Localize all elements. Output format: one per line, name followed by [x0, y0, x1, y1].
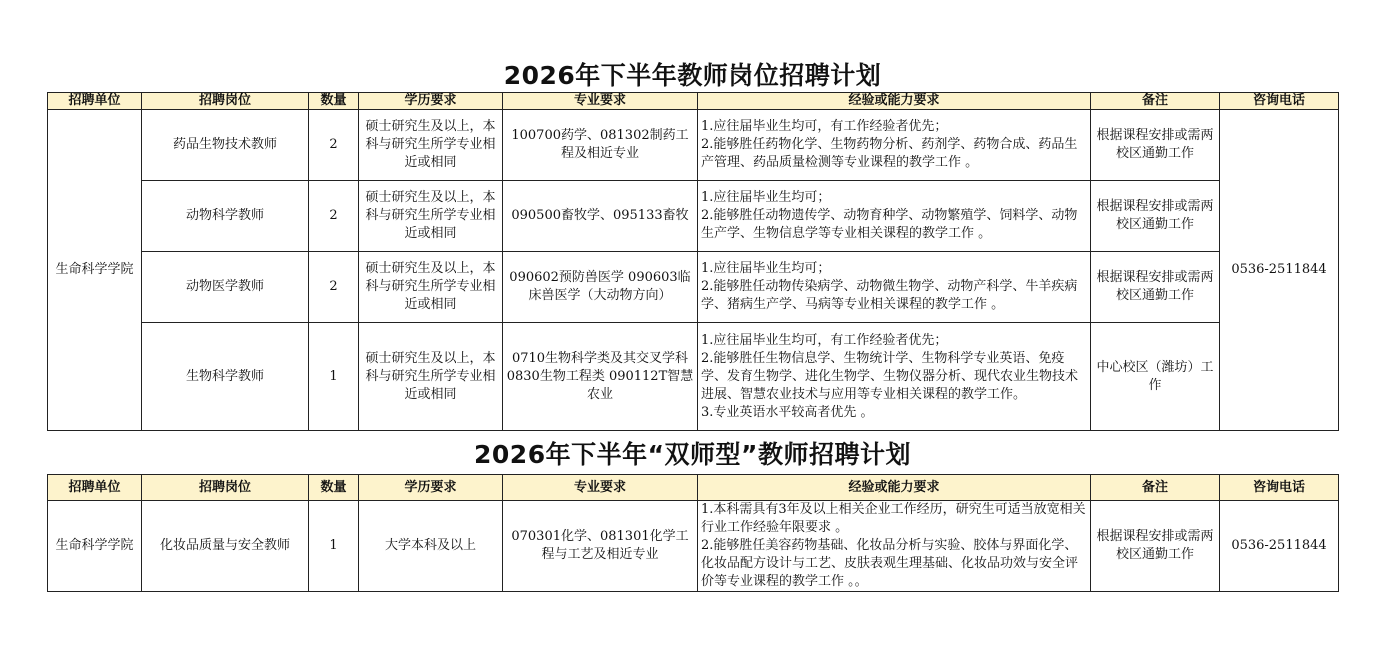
- education-cell: 硕士研究生及以上，本科与研究生所学专业相近或相同: [359, 110, 503, 181]
- position-cell: 生物科学教师: [142, 323, 309, 431]
- position-cell: 动物科学教师: [142, 181, 309, 252]
- header-position: 招聘岗位: [142, 93, 309, 110]
- table-row: [48, 181, 1339, 252]
- note-cell: 中心校区（潍坊）工作: [1091, 323, 1220, 431]
- header-major: 专业要求: [503, 93, 698, 110]
- note-cell: 根据课程安排或需两校区通勤工作: [1091, 501, 1220, 592]
- experience-line: 1.应往届毕业生均可；: [701, 261, 831, 276]
- major-cell: 090602预防兽医学 090603临床兽医学（大动物方向）: [503, 252, 698, 323]
- experience-line: 1.应往届毕业生均可；: [701, 190, 831, 205]
- experience-cell: [698, 501, 1091, 592]
- table-row: [48, 252, 1339, 323]
- header-phone: 咨询电话: [1220, 475, 1339, 501]
- header-note: 备注: [1091, 475, 1220, 501]
- note-cell: 根据课程安排或需两校区通勤工作: [1091, 181, 1220, 252]
- major-cell: 090500畜牧学、095133畜牧: [503, 181, 698, 252]
- count-cell: 2: [309, 252, 359, 323]
- experience-line: 2.能够胜任生物信息学、生物统计学、生物科学专业英语、免疫学、发育生物学、进化生物学、生物仪器分析、现代农业生物技术进展、智慧农业技术与应用等专业相关课程的教学工作。: [701, 350, 1079, 402]
- teacher-recruitment-table: [47, 92, 1339, 431]
- education-cell: 大学本科及以上: [359, 501, 503, 592]
- table-header-row: [48, 93, 1339, 110]
- dual-teacher-recruitment-table: [47, 474, 1339, 592]
- count-cell: 1: [309, 323, 359, 431]
- experience-cell: [698, 110, 1091, 181]
- count-cell: 1: [309, 501, 359, 592]
- table-row: [48, 501, 1339, 592]
- count-cell: 2: [309, 110, 359, 181]
- unit-cell: 生命科学学院: [48, 501, 142, 592]
- table-header-row: [48, 475, 1339, 501]
- header-note: 备注: [1091, 93, 1220, 110]
- header-phone: 咨询电话: [1220, 93, 1339, 110]
- major-cell: 0710生物科学类及其交叉学科 0830生物工程类 090112T智慧农业: [503, 323, 698, 431]
- experience-line: 1.本科需具有3年及以上相关企业工作经历，研究生可适当放宽相关行业工作经验年限要求 。: [701, 502, 1086, 535]
- header-unit: 招聘单位: [48, 475, 142, 501]
- phone-cell: 0536-2511844: [1220, 110, 1339, 431]
- header-count: 数量: [309, 93, 359, 110]
- experience-line: 2.能够胜任动物传染病学、动物微生物学、动物产科学、牛羊疾病学、猪病生产学、马病等专业相关课程的教学工作 。: [701, 279, 1078, 312]
- header-major: 专业要求: [503, 475, 698, 501]
- education-cell: 硕士研究生及以上，本科与研究生所学专业相近或相同: [359, 252, 503, 323]
- experience-line: 1.应往届毕业生均可，有工作经验者优先；: [701, 119, 948, 134]
- header-education: 学历要求: [359, 93, 503, 110]
- count-cell: 2: [309, 181, 359, 252]
- header-unit: 招聘单位: [48, 93, 142, 110]
- table-row: [48, 323, 1339, 431]
- education-cell: 硕士研究生及以上，本科与研究生所学专业相近或相同: [359, 181, 503, 252]
- experience-line: 2.能够胜任动物遗传学、动物育种学、动物繁殖学、饲料学、动物生产学、生物信息学等专业相关课程的教学工作 。: [701, 208, 1078, 241]
- major-cell: 100700药学、081302制药工程及相近专业: [503, 110, 698, 181]
- phone-cell: 0536-2511844: [1220, 501, 1339, 592]
- header-count: 数量: [309, 475, 359, 501]
- position-cell: 化妆品质量与安全教师: [142, 501, 309, 592]
- experience-line: 3.专业英语水平较高者优先 。: [701, 404, 874, 420]
- education-cell: 硕士研究生及以上，本科与研究生所学专业相近或相同: [359, 323, 503, 431]
- experience-line: 1.应往届毕业生均可，有工作经验者优先；: [701, 332, 948, 348]
- header-experience: 经验或能力要求: [698, 475, 1091, 501]
- experience-cell: [698, 323, 1091, 431]
- plan2-title: 2026年下半年“双师型”教师招聘计划: [474, 440, 911, 469]
- note-cell: 根据课程安排或需两校区通勤工作: [1091, 110, 1220, 181]
- experience-cell: [698, 181, 1091, 252]
- header-position: 招聘岗位: [142, 475, 309, 501]
- experience-line: 2.能够胜任药物化学、生物药物分析、药剂学、药物合成、药品生产管理、药品质量检测等专业课程的教学工作 。: [701, 137, 1078, 170]
- header-experience: 经验或能力要求: [698, 93, 1091, 110]
- table-row: [48, 110, 1339, 181]
- header-education: 学历要求: [359, 475, 503, 501]
- plan1-title: 2026年下半年教师岗位招聘计划: [503, 61, 882, 90]
- note-cell: 根据课程安排或需两校区通勤工作: [1091, 252, 1220, 323]
- position-cell: 药品生物技术教师: [142, 110, 309, 181]
- unit-cell: 生命科学学院: [48, 110, 142, 431]
- experience-line: 2.能够胜任美容药物基础、化妆品分析与实验、胶体与界面化学、化妆品配方设计与工艺、皮肤表观生理基础、化妆品功效与安全评价等专业课程的教学工作 。。: [701, 538, 1079, 589]
- experience-cell: [698, 252, 1091, 323]
- position-cell: 动物医学教师: [142, 252, 309, 323]
- major-cell: 070301化学、081301化学工程与工艺及相近专业: [503, 501, 698, 592]
